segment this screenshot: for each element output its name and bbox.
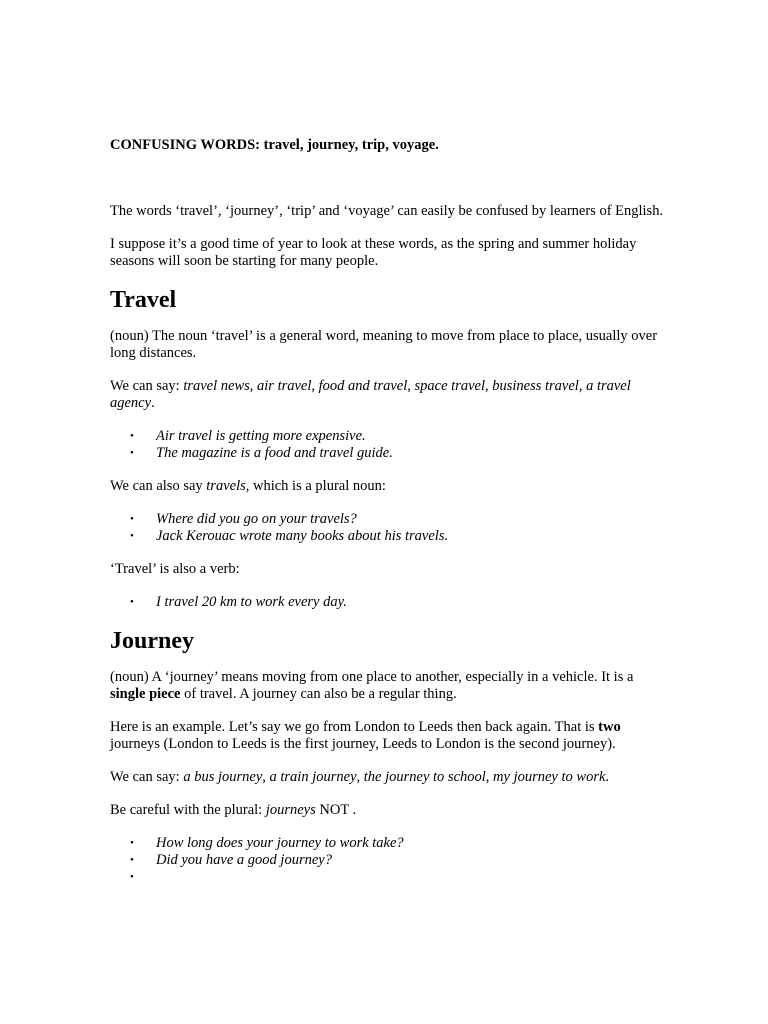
bullet-icon: •	[130, 596, 134, 608]
list-item	[110, 852, 670, 869]
travel-phrase: business travel	[492, 378, 579, 394]
section-heading-travel: Travel	[110, 287, 177, 313]
bullet-icon: •	[130, 513, 134, 525]
list-item	[110, 428, 670, 445]
document-body	[110, 203, 670, 902]
travel-phrase: a travel agency	[110, 378, 631, 411]
definition-bold: single piece	[110, 686, 181, 702]
example-bold: two	[598, 719, 621, 735]
document-title: CONFUSING WORDS: travel, journey, trip, voyage.	[110, 137, 439, 153]
journey-phrase: a bus journey	[183, 769, 263, 785]
list-item	[110, 511, 670, 528]
travel-phrase: space travel	[414, 378, 485, 394]
bullet-icon: •	[130, 871, 134, 883]
travel-phrase: travel news	[183, 378, 250, 394]
list-item	[110, 528, 670, 545]
intro-paragraph-2: I suppose it’s a good time of year to look at these words, as the spring and summer holiday seasons will soon be starting for many people.	[110, 236, 637, 269]
journey-phrase: the journey to school	[363, 769, 486, 785]
we-can-say-label: We can say:	[110, 378, 184, 394]
intro-paragraph-1: The words ‘travel’, ‘journey’, ‘trip’ and ‘voyage’ can easily be confused by learners of English.	[110, 203, 664, 219]
travel-verb-note: ‘Travel’ is also a verb:	[110, 561, 240, 577]
travel-examples-list-3	[110, 594, 670, 611]
list-item-text: Air travel is getting more expensive.	[156, 428, 366, 444]
list-item	[110, 594, 670, 611]
list-item-text: Jack Kerouac wrote many books about his travels.	[156, 528, 449, 544]
bullet-icon: •	[130, 530, 134, 542]
plural-prefix: We can also say	[110, 478, 207, 494]
journey-example	[110, 719, 670, 753]
list-item-text: I travel 20 km to work every day.	[156, 594, 347, 610]
journey-phrase: a train journey	[269, 769, 357, 785]
plural-suffix: NOT .	[315, 802, 357, 818]
bullet-icon: •	[130, 854, 134, 866]
list-item-text: The magazine is a food and travel guide.	[156, 445, 393, 461]
list-item-text: How long does your journey to work take?	[156, 835, 404, 851]
definition-text: (noun) A ‘journey’ means moving from one place to another, especially in a vehicle. It is a	[110, 669, 634, 685]
list-item	[110, 445, 670, 462]
example-text: Here is an example. Let’s say we go from London to Leeds then back again. That is	[110, 719, 599, 735]
travel-definition: (noun) The noun ‘travel’ is a general word, meaning to move from place to place, usually over long distances.	[110, 328, 658, 361]
bullet-icon: •	[130, 837, 134, 849]
section-heading-journey: Journey	[110, 628, 194, 654]
travel-phrase: food and travel	[318, 378, 408, 394]
list-item-text: Did you have a good journey?	[156, 852, 332, 868]
plural-word: travels	[206, 478, 246, 494]
bullet-icon: •	[130, 430, 134, 442]
journey-definition	[110, 669, 670, 703]
journey-phrase: my journey to work	[493, 769, 606, 785]
journey-examples-list	[110, 835, 670, 886]
travel-examples-list-1	[110, 428, 670, 462]
definition-text: of travel. A journey can also be a regular thing.	[180, 686, 457, 702]
we-can-say-label: We can say:	[110, 769, 184, 785]
plural-suffix: , which is a plural noun:	[245, 478, 386, 494]
journey-plural-note	[110, 802, 670, 819]
example-text: journeys (London to Leeds is the first journey, Leeds to London is the second journey).	[110, 736, 616, 752]
travel-plural-note	[110, 478, 670, 495]
list-item	[110, 869, 670, 886]
travel-phrase: air travel	[257, 378, 312, 394]
plural-prefix: Be careful with the plural:	[110, 802, 266, 818]
list-item-text: Where did you go on your travels?	[156, 511, 357, 527]
list-item	[110, 835, 670, 852]
travel-we-can-say: We can say: travel news, air travel, food and travel, space travel, business travel, a travel agency.	[110, 378, 631, 411]
travel-examples-list-2	[110, 511, 670, 545]
bullet-icon: •	[130, 447, 134, 459]
plural-word: journeys	[265, 802, 316, 818]
journey-we-can-say: We can say: a bus journey, a train journey, the journey to school, my journey to work.	[110, 769, 610, 785]
